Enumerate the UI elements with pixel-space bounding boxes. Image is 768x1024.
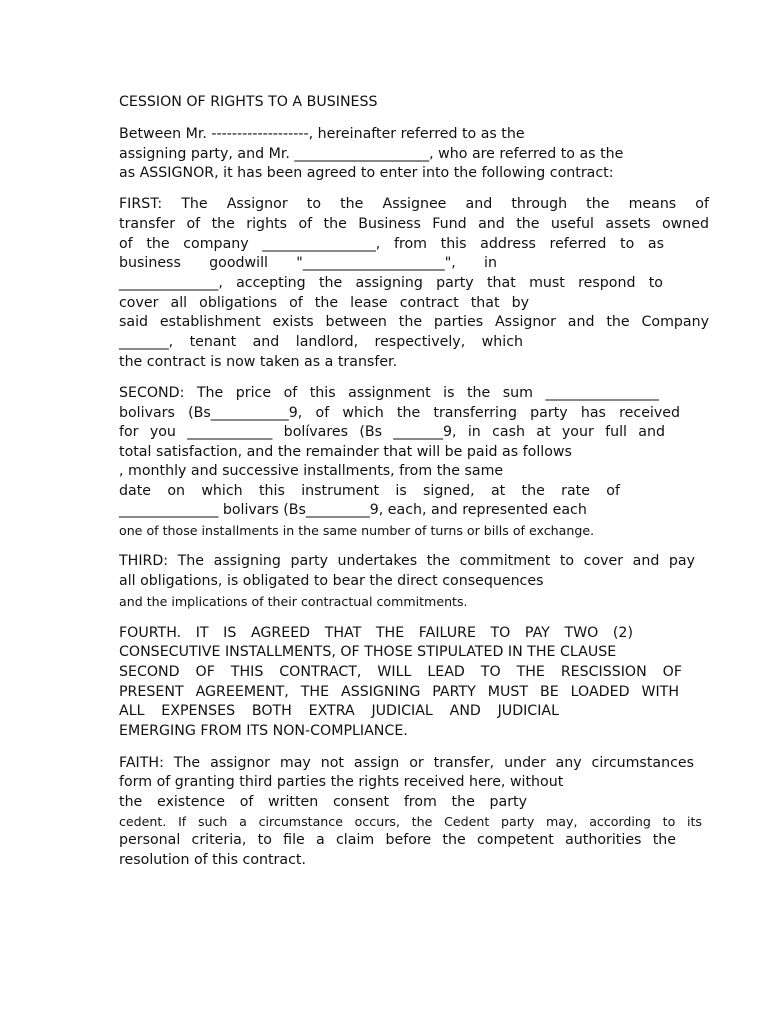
clause-second-line: for you ____________ bolívares (Bs _______9, in cash at your full and bbox=[119, 424, 665, 440]
clause-fourth-line: EMERGING FROM ITS NON-COMPLIANCE. bbox=[119, 723, 408, 739]
clause-fourth-line: PRESENT AGREEMENT, THE ASSIGNING PARTY MUST BE LOADED WITH bbox=[119, 684, 679, 700]
clause-third-line: THIRD: The assigning party undertakes the commitment to cover and pay bbox=[119, 553, 695, 569]
clause-fourth-line: ALL EXPENSES BOTH EXTRA JUDICIAL AND JUDICIAL bbox=[119, 703, 559, 719]
clause-second-line: ______________ bolivars (Bs_________9, each, and represented each bbox=[119, 502, 587, 518]
paragraph-parties-line: assigning party, and Mr. ___________________, who are referred to as the bbox=[119, 146, 624, 162]
clause-faith-line: the existence of written consent from the party bbox=[119, 794, 527, 810]
clause-first-line: the contract is now taken as a transfer. bbox=[119, 354, 398, 370]
clause-faith-line: FAITH: The assignor may not assign or transfer, under any circumstances bbox=[119, 755, 694, 771]
clause-second-line: , monthly and successive installments, from the same bbox=[119, 463, 504, 479]
paragraph-parties-line: as ASSIGNOR, it has been agreed to enter into the following contract: bbox=[119, 165, 614, 181]
clause-third-line: all obligations, is obligated to bear the direct consequences bbox=[119, 573, 544, 589]
clause-faith-line: resolution of this contract. bbox=[119, 852, 306, 868]
clause-first-line: FIRST: The Assignor to the Assignee and through the means of bbox=[119, 196, 709, 212]
clause-first-line: cover all obligations of the lease contract that by bbox=[119, 295, 529, 311]
clause-faith-line: form of granting third parties the rights received here, without bbox=[119, 774, 564, 790]
clause-third-line: and the implications of their contractual commitments. bbox=[119, 594, 468, 609]
paragraph-parties-line: Between Mr. -------------------, hereinafter referred to as the bbox=[119, 126, 525, 142]
clause-first-line: ______________, accepting the assigning party that must respond to bbox=[119, 275, 663, 291]
clause-second-line: one of those installments in the same number of turns or bills of exchange. bbox=[119, 523, 595, 538]
clause-faith-line: personal criteria, to file a claim before the competent authorities the bbox=[119, 832, 676, 848]
clause-first-line: transfer of the rights of the Business Fund and the useful assets owned bbox=[119, 216, 709, 232]
document-title: CESSION OF RIGHTS TO A BUSINESS bbox=[119, 94, 378, 110]
clause-first-line: said establishment exists between the parties Assignor and the Company bbox=[119, 314, 709, 330]
clause-second-line: SECOND: The price of this assignment is the sum ________________ bbox=[119, 385, 659, 401]
clause-first-line: of the company ________________, from this address referred to as bbox=[119, 236, 664, 252]
clause-fourth-line: SECOND OF THIS CONTRACT, WILL LEAD TO THE RESCISSION OF bbox=[119, 664, 682, 680]
clause-faith-line: cedent. If such a circumstance occurs, the Cedent party may, according to its bbox=[119, 814, 702, 829]
clause-fourth-line: FOURTH. IT IS AGREED THAT THE FAILURE TO PAY TWO (2) bbox=[119, 625, 633, 641]
clause-fourth-line: CONSECUTIVE INSTALLMENTS, OF THOSE STIPULATED IN THE CLAUSE bbox=[119, 644, 617, 660]
clause-second-line: bolivars (Bs___________9, of which the transferring party has received bbox=[119, 405, 680, 421]
clause-first-line: business goodwill "____________________", in bbox=[119, 255, 497, 271]
clause-first-line: _______, tenant and landlord, respectively, which bbox=[119, 334, 523, 350]
clause-second-line: date on which this instrument is signed, at the rate of bbox=[119, 483, 620, 499]
clause-second-line: total satisfaction, and the remainder that will be paid as follows bbox=[119, 444, 572, 460]
